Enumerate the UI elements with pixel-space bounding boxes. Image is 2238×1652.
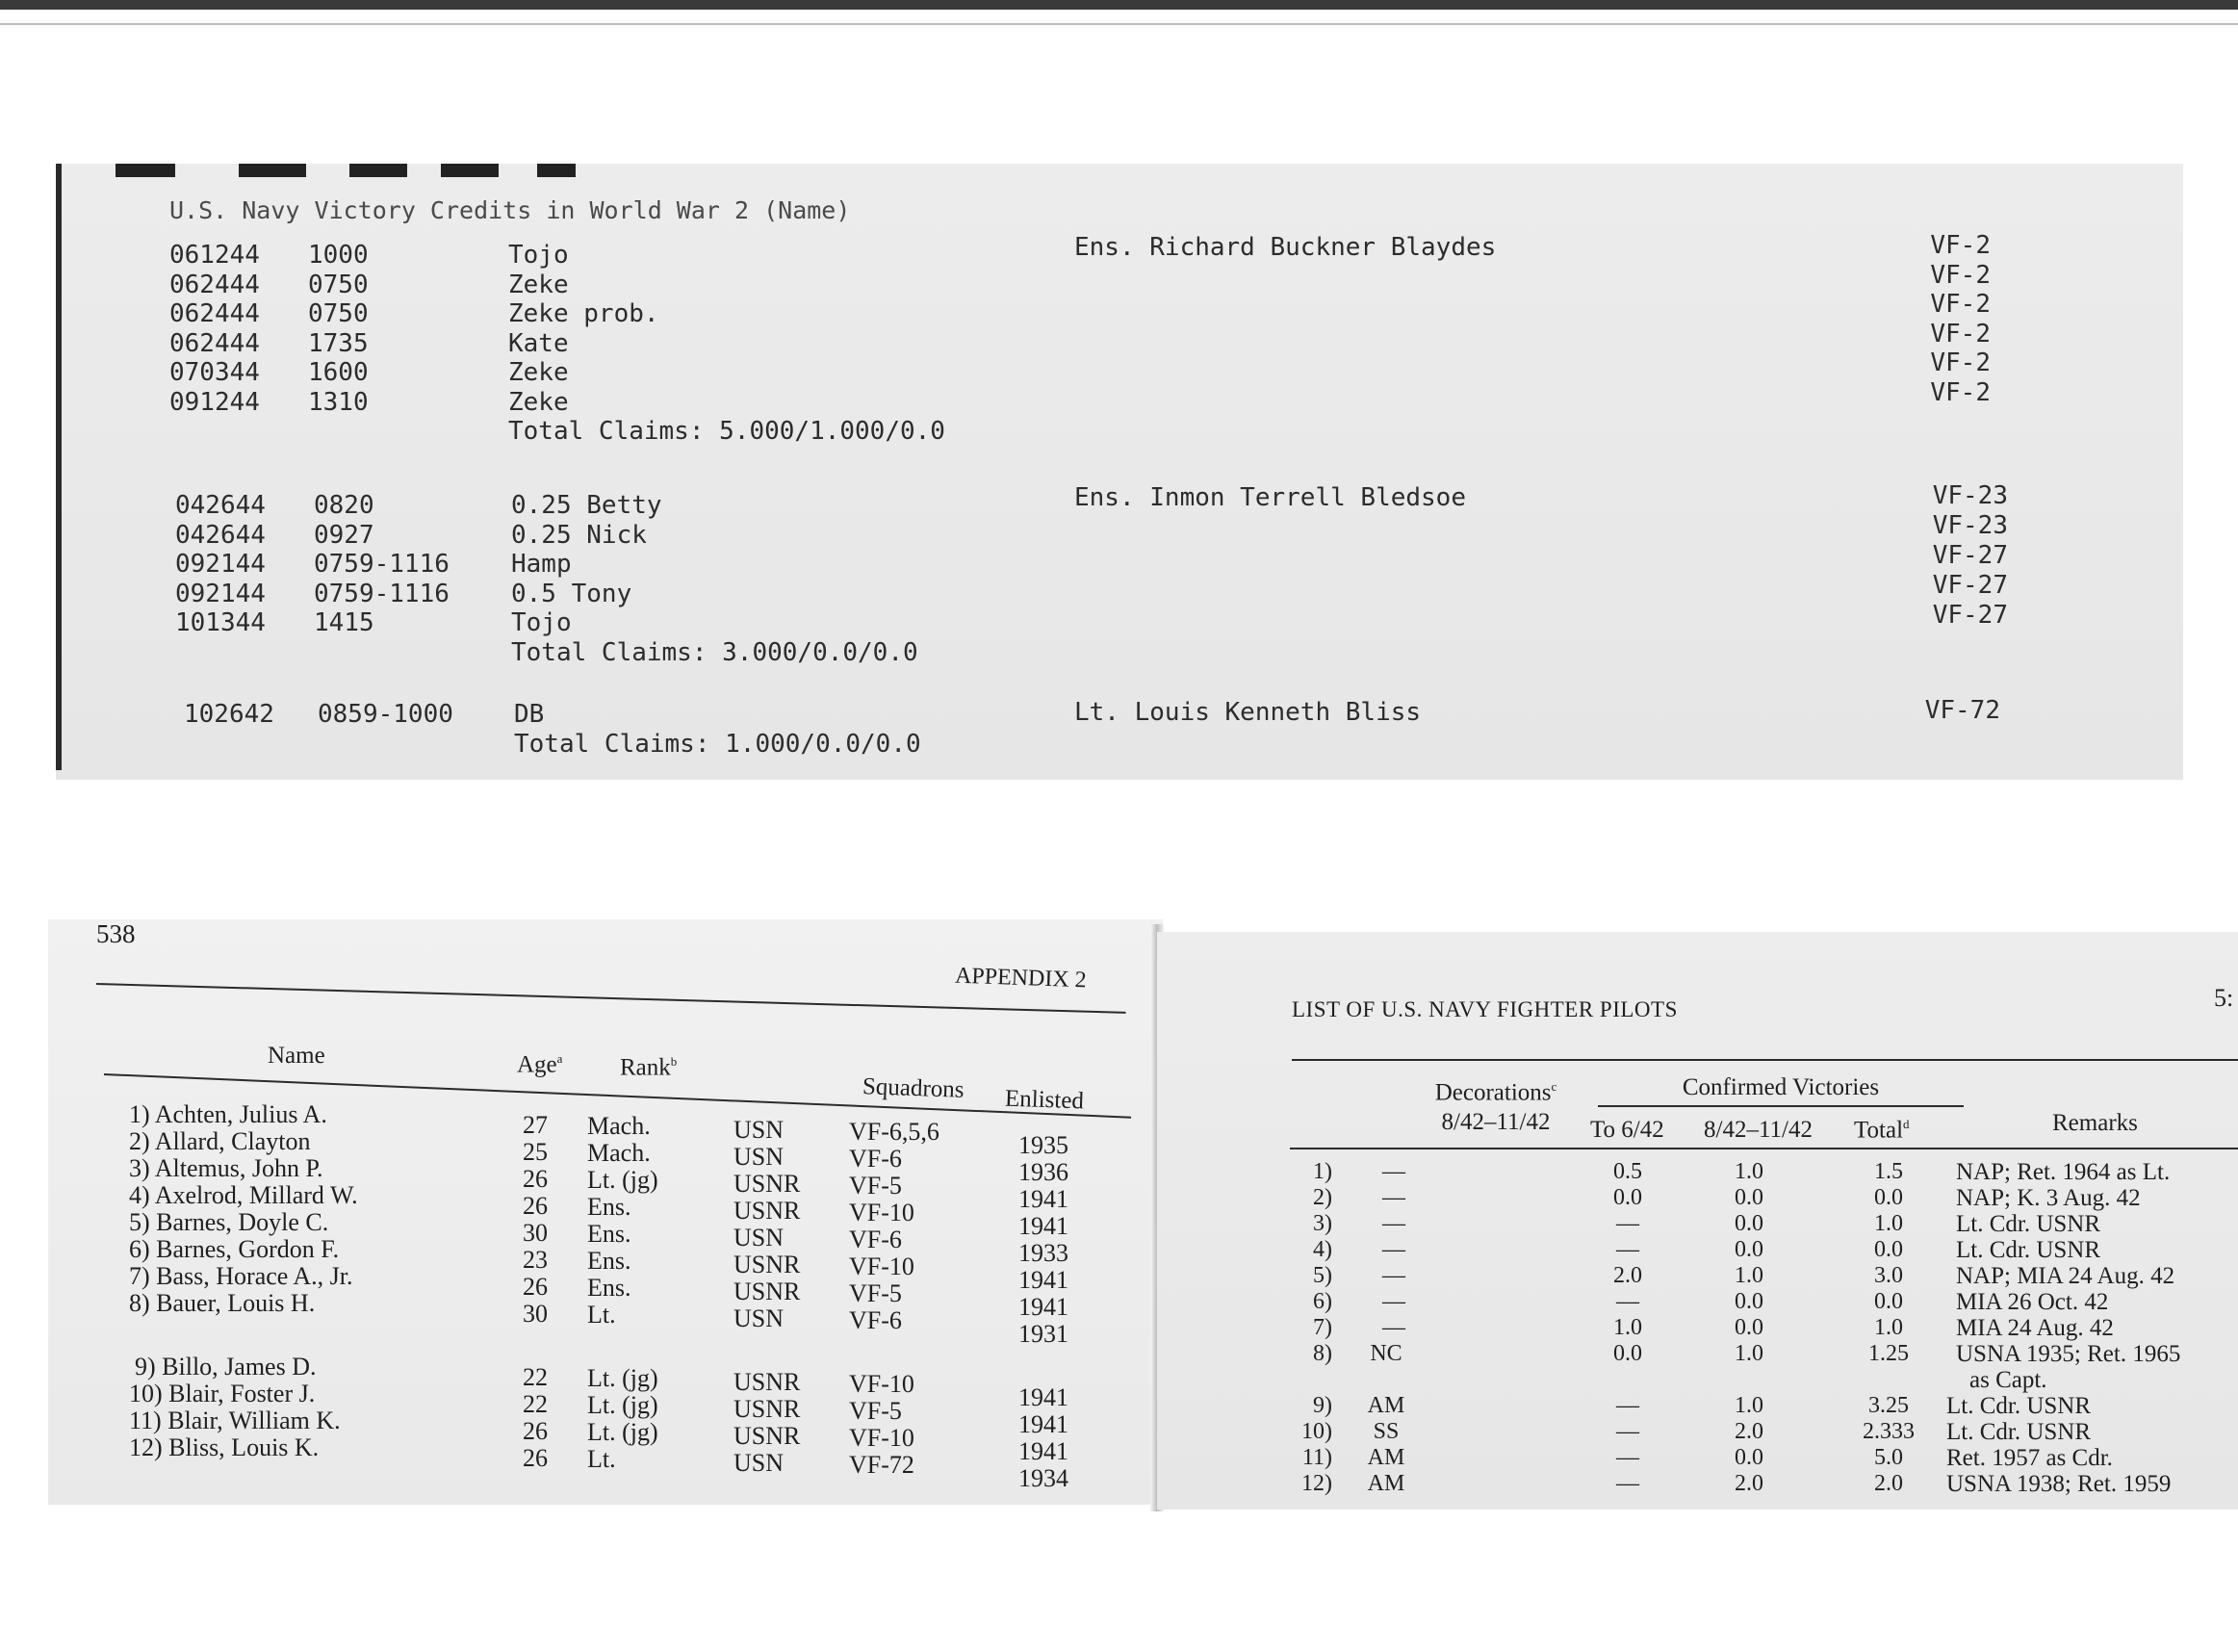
entry-squadron: VF-27 <box>1932 571 2008 600</box>
total-claims: Total Claims: 5.000/1.000/0.0 <box>508 417 945 446</box>
rank-cell: Lt. (jg) <box>587 1166 658 1194</box>
enlisted-cell: 1941 <box>1018 1266 1068 1294</box>
row-number-cell: 1) <box>1313 1159 1332 1184</box>
time-column <box>314 491 450 638</box>
enlisted-cell: 1941 <box>1018 1212 1068 1240</box>
entry-time: 0759-1116 <box>314 579 450 608</box>
range-cell: 2.0 <box>1735 1419 1763 1444</box>
total-cell: 3.0 <box>1874 1263 1903 1288</box>
age-label: Age <box>517 1051 557 1078</box>
service-cell: USNR <box>733 1170 801 1198</box>
entry-time: 0759-1116 <box>314 550 450 579</box>
to-6-42-cell: 0.0 <box>1613 1185 1642 1210</box>
entry-date: 102642 <box>184 700 274 729</box>
pilot-name-cell: 7) Bass, Horace A., Jr. <box>129 1262 353 1290</box>
total-cell: 0.0 <box>1874 1185 1903 1210</box>
col-header-name: Name <box>268 1043 325 1069</box>
confirmed-victories-rule <box>1598 1105 1964 1107</box>
entry-claim: Zeke <box>508 270 569 299</box>
service-cell: USN <box>733 1116 785 1144</box>
age-cell: 26 <box>523 1444 548 1472</box>
rank-cell: Lt. (jg) <box>587 1364 658 1392</box>
remarks-cell: NAP; Ret. 1964 as Lt. <box>1956 1159 2171 1185</box>
date-column <box>169 241 260 417</box>
claim-column <box>508 241 945 447</box>
squadrons-cell: VF-6 <box>849 1306 902 1334</box>
remarks-cell: USNA 1935; Ret. 1965 <box>1956 1341 2181 1367</box>
enlisted-cell: 1941 <box>1018 1185 1068 1213</box>
rank-cell: Lt. <box>587 1445 616 1473</box>
entry-squadron: VF-23 <box>1932 481 2008 510</box>
service-cell: USNR <box>733 1251 801 1278</box>
squadrons-cell: VF-10 <box>849 1370 914 1398</box>
age-cell: 26 <box>523 1417 548 1445</box>
service-cell: USNR <box>733 1197 801 1225</box>
pilot-name-cell: 8) Bauer, Louis H. <box>129 1289 316 1317</box>
remarks-cell: NAP; K. 3 Aug. 42 <box>1956 1185 2141 1211</box>
range-cell: 1.0 <box>1735 1393 1763 1418</box>
total-cell: 2.0 <box>1874 1471 1903 1496</box>
squadrons-cell: VF-5 <box>849 1279 902 1307</box>
col-header-decorations <box>1400 1079 1592 1106</box>
entry-squadron: VF-2 <box>1930 319 1991 348</box>
rank-cell: Ens. <box>587 1274 631 1302</box>
remarks-cell: NAP; MIA 24 Aug. 42 <box>1956 1263 2175 1289</box>
total-cell: 3.25 <box>1868 1393 1909 1418</box>
rank-cell: Ens. <box>587 1220 631 1248</box>
decorations-cell: AM <box>1367 1393 1405 1418</box>
book-page-left <box>48 919 1163 1505</box>
enlisted-cell: 1931 <box>1018 1320 1068 1348</box>
scan-top-band <box>0 0 2238 10</box>
entry-date: 062444 <box>169 270 260 299</box>
age-cell: 26 <box>523 1192 548 1220</box>
punch-mark <box>349 164 407 177</box>
rank-cell: Ens. <box>587 1247 631 1275</box>
col-header-total <box>1854 1117 1910 1144</box>
entry-date: 042644 <box>175 491 266 520</box>
total-cell: 1.0 <box>1874 1211 1903 1236</box>
age-cell: 22 <box>523 1390 548 1418</box>
col-header-remarks: Remarks <box>2052 1110 2138 1136</box>
total-claims: Total Claims: 3.000/0.0/0.0 <box>511 637 918 667</box>
enlisted-cell: 1936 <box>1018 1158 1068 1186</box>
entry-time: 0859-1000 <box>318 700 453 729</box>
row-number-cell: 6) <box>1313 1289 1332 1314</box>
range-cell: 1.0 <box>1735 1341 1763 1366</box>
entry-date: 062444 <box>169 328 260 358</box>
age-cell: 30 <box>523 1300 548 1328</box>
time-column <box>308 241 369 417</box>
to-6-42-cell: — <box>1616 1237 1639 1262</box>
range-cell: 0.0 <box>1735 1211 1763 1236</box>
enlisted-cell: 1935 <box>1018 1131 1068 1159</box>
age-cell: 26 <box>523 1165 548 1193</box>
entry-time: 0820 <box>314 491 374 520</box>
to-6-42-cell: — <box>1616 1211 1639 1236</box>
header-rule-top <box>1292 1059 2238 1061</box>
range-cell: 0.0 <box>1735 1315 1763 1340</box>
entry-claim: Hamp <box>511 550 572 579</box>
decorations-cell: — <box>1382 1237 1405 1262</box>
entry-date: 092144 <box>175 550 266 579</box>
service-cell: USN <box>733 1304 785 1332</box>
row-number-cell: 7) <box>1313 1315 1332 1340</box>
page-number: 538 <box>96 919 136 948</box>
pilot-name-cell: 10) Blair, Foster J. <box>129 1380 316 1407</box>
age-cell: 27 <box>523 1111 548 1139</box>
squadrons-cell: VF-5 <box>849 1172 902 1200</box>
entry-squadron: VF-27 <box>1932 541 2008 570</box>
total-cell: 1.5 <box>1874 1159 1903 1184</box>
entry-claim: Zeke prob. <box>508 299 659 328</box>
pilot-name-cell: 1) Achten, Julius A. <box>129 1100 327 1128</box>
age-cell: 30 <box>523 1219 548 1247</box>
date-column <box>184 700 274 730</box>
footnote-marker: d <box>1903 1117 1910 1131</box>
row-number-cell: 10) <box>1301 1419 1332 1444</box>
claim-column <box>511 491 918 667</box>
entry-squadron: VF-72 <box>1924 696 2000 725</box>
rank-cell: Lt. (jg) <box>587 1391 658 1419</box>
remarks-cell: Ret. 1957 as Cdr. <box>1946 1445 2113 1471</box>
entry-squadron: VF-2 <box>1930 231 1991 260</box>
page-number-fragment: 5: <box>2214 984 2234 1012</box>
to-6-42-cell: — <box>1616 1471 1639 1496</box>
enlisted-cell: 1941 <box>1018 1437 1068 1465</box>
entry-claim: 0.5 Tony <box>511 579 632 608</box>
claim-column <box>514 700 921 759</box>
squadrons-cell: VF-72 <box>849 1451 914 1479</box>
col-header-decorations-range: 8/42–11/42 <box>1441 1109 1551 1135</box>
decorations-cell: NC <box>1370 1341 1402 1366</box>
age-cell: 26 <box>523 1273 548 1301</box>
remarks-cell: MIA 26 Oct. 42 <box>1956 1289 2109 1315</box>
footnote-marker: a <box>556 1051 563 1066</box>
squadrons-cell: VF-6 <box>849 1226 902 1253</box>
pilot-name-cell: 4) Axelrod, Millard W. <box>129 1181 358 1209</box>
to-6-42-cell: — <box>1616 1445 1639 1470</box>
to-6-42-cell: 1.0 <box>1613 1315 1642 1340</box>
entry-date: 070344 <box>169 358 260 387</box>
entry-squadron: VF-27 <box>1932 601 2008 630</box>
range-cell: 1.0 <box>1735 1263 1763 1288</box>
pilot-name: Ens. Richard Buckner Blaydes <box>1074 233 1497 262</box>
decorations-cell: — <box>1382 1159 1405 1184</box>
range-cell: 0.0 <box>1735 1289 1763 1314</box>
entry-claim: 0.25 Nick <box>511 520 647 550</box>
enlisted-cell: 1941 <box>1018 1383 1068 1411</box>
age-cell: 22 <box>523 1363 548 1391</box>
entry-claim: 0.25 Betty <box>511 491 662 520</box>
enlisted-cell: 1933 <box>1018 1239 1068 1267</box>
range-cell: 0.0 <box>1735 1185 1763 1210</box>
decorations-cell: AM <box>1367 1445 1405 1470</box>
squadrons-cell: VF-6 <box>849 1145 902 1173</box>
squadrons-cell: VF-10 <box>849 1424 914 1452</box>
entry-date: 092144 <box>175 579 266 608</box>
total-cell: 0.0 <box>1874 1289 1903 1314</box>
col-header-squadrons: Squadrons <box>862 1073 965 1103</box>
col-header-to-6-42: To 6/42 <box>1590 1117 1664 1143</box>
entry-claim: Kate <box>508 328 569 358</box>
col-header-confirmed-victories: Confirmed Victories <box>1682 1074 1880 1100</box>
entry-squadron: VF-2 <box>1930 348 1991 377</box>
entry-squadron: VF-2 <box>1930 377 1991 407</box>
entry-time: 1735 <box>308 328 369 358</box>
service-cell: USNR <box>733 1278 801 1305</box>
enlisted-cell: 1934 <box>1018 1464 1068 1492</box>
decorations-cell: — <box>1382 1289 1405 1314</box>
rank-cell: Mach. <box>587 1139 651 1167</box>
total-cell: 5.0 <box>1874 1445 1903 1470</box>
entry-date: 062444 <box>169 299 260 328</box>
row-number-cell: 11) <box>1301 1445 1332 1470</box>
total-cell: 0.0 <box>1874 1237 1903 1262</box>
entry-squadron: VF-23 <box>1932 511 2008 540</box>
book-page-right <box>1157 932 2238 1510</box>
squadron-column <box>1892 481 2008 631</box>
rank-cell: Lt. (jg) <box>587 1418 658 1446</box>
punch-mark <box>537 164 576 177</box>
range-cell: 0.0 <box>1735 1445 1763 1470</box>
entry-date: 042644 <box>175 520 266 550</box>
to-6-42-cell: 0.0 <box>1613 1341 1642 1366</box>
pilot-name: Ens. Inmon Terrell Bledsoe <box>1074 483 1466 512</box>
pilot-name-cell: 12) Bliss, Louis K. <box>129 1433 320 1461</box>
col-header-range: 8/42–11/42 <box>1704 1117 1813 1143</box>
punch-mark <box>441 164 499 177</box>
footnote-marker: c <box>1551 1079 1557 1094</box>
pilot-name: Lt. Louis Kenneth Bliss <box>1074 698 1422 727</box>
header-rule-bottom <box>1290 1148 2238 1149</box>
total-cell: 1.0 <box>1874 1315 1903 1340</box>
enlisted-cell: 1941 <box>1018 1293 1068 1321</box>
pilot-name-cell: 3) Altemus, John P. <box>129 1154 323 1182</box>
pilot-name-cell: 11) Blair, William K. <box>129 1407 341 1434</box>
range-cell: 1.0 <box>1735 1159 1763 1184</box>
col-header-enlisted: Enlisted <box>1004 1085 1085 1115</box>
squadrons-cell: VF-10 <box>849 1199 914 1226</box>
entry-claim: Zeke <box>508 358 569 387</box>
entry-squadron: VF-2 <box>1930 260 1991 290</box>
rank-cell: Mach. <box>587 1112 651 1140</box>
remarks-cell: Lt. Cdr. USNR <box>1956 1237 2101 1263</box>
row-number-cell: 4) <box>1313 1237 1332 1262</box>
pilot-name-cell: 2) Allard, Clayton <box>129 1127 311 1155</box>
to-6-42-cell: 0.5 <box>1613 1159 1642 1184</box>
entry-date: 091244 <box>169 387 260 417</box>
entry-time: 0927 <box>314 520 374 550</box>
row-number-cell: 2) <box>1313 1185 1332 1210</box>
decorations-cell: — <box>1382 1315 1405 1340</box>
entry-claim: Zeke <box>508 387 569 417</box>
row-number-cell: 12) <box>1301 1471 1332 1496</box>
rank-cell: Lt. <box>587 1301 616 1329</box>
pilot-name-cell: 5) Barnes, Doyle C. <box>129 1208 329 1236</box>
rank-label: Rank <box>620 1054 671 1081</box>
row-number-cell: 5) <box>1313 1263 1332 1288</box>
entry-time: 0750 <box>308 270 369 299</box>
punch-mark <box>116 164 175 177</box>
total-cell: 2.333 <box>1863 1419 1915 1444</box>
decorations-cell: AM <box>1367 1471 1405 1496</box>
to-6-42-cell: — <box>1616 1393 1639 1418</box>
rank-cell: Ens. <box>587 1193 631 1221</box>
remarks-cell: MIA 24 Aug. 42 <box>1956 1315 2114 1341</box>
age-cell: 23 <box>523 1246 548 1274</box>
row-number-cell: 8) <box>1313 1341 1332 1366</box>
range-cell: 0.0 <box>1735 1237 1763 1262</box>
entry-time: 0750 <box>308 299 369 328</box>
running-head: LIST OF U.S. NAVY FIGHTER PILOTS <box>1292 997 1678 1021</box>
date-column <box>175 491 266 638</box>
squadrons-cell: VF-10 <box>849 1252 914 1280</box>
entry-time: 1310 <box>308 387 369 417</box>
entry-squadron: VF-2 <box>1930 290 1991 319</box>
pilot-name-cell: 9) Billo, James D. <box>135 1353 317 1381</box>
total-cell: 1.25 <box>1868 1341 1909 1366</box>
printout-left-edge <box>56 164 62 770</box>
age-cell: 25 <box>523 1138 548 1166</box>
punch-mark <box>239 164 306 177</box>
enlisted-cell: 1941 <box>1018 1410 1068 1438</box>
to-6-42-cell: — <box>1616 1289 1639 1314</box>
remarks-cell: Lt. Cdr. USNR <box>1946 1419 2092 1445</box>
service-cell: USNR <box>733 1395 801 1423</box>
remarks-cell: USNA 1938; Ret. 1959 <box>1946 1471 2172 1497</box>
col-header-age <box>517 1051 562 1078</box>
victory-credits-printout <box>56 164 2183 780</box>
running-head: APPENDIX 2 <box>954 963 1088 994</box>
total-claims: Total Claims: 1.000/0.0/0.0 <box>514 729 921 759</box>
printout-header: U.S. Navy Victory Credits in World War 2 (Name) <box>169 196 851 224</box>
col-header-rank <box>620 1054 677 1081</box>
service-cell: USN <box>733 1224 785 1252</box>
remarks-continuation-cell: as Capt. <box>1969 1367 2047 1393</box>
entry-date: 061244 <box>169 241 260 270</box>
decorations-label: Decorations <box>1434 1079 1552 1106</box>
pilot-name-cell: 6) Barnes, Gordon F. <box>129 1235 340 1263</box>
squadron-column <box>1885 696 2000 725</box>
service-cell: USNR <box>733 1422 801 1450</box>
range-cell: 2.0 <box>1735 1471 1763 1496</box>
squadrons-cell: VF-6,5,6 <box>849 1118 939 1146</box>
entry-time: 1600 <box>308 358 369 387</box>
remarks-cell: Lt. Cdr. USNR <box>1946 1393 2092 1419</box>
entry-time: 1000 <box>308 241 369 270</box>
scan-top-line <box>0 23 2238 25</box>
time-column <box>318 700 453 730</box>
entry-claim: DB <box>514 700 545 729</box>
squadron-column <box>1885 231 1991 407</box>
entry-time: 1415 <box>314 608 374 637</box>
decorations-cell: — <box>1382 1185 1405 1210</box>
row-number-cell: 3) <box>1313 1211 1332 1236</box>
service-cell: USN <box>733 1449 785 1477</box>
entry-claim: Tojo <box>508 241 569 270</box>
service-cell: USN <box>733 1143 785 1171</box>
decorations-cell: — <box>1382 1211 1405 1236</box>
remarks-cell: Lt. Cdr. USNR <box>1956 1211 2101 1237</box>
to-6-42-cell: — <box>1616 1419 1639 1444</box>
squadrons-cell: VF-5 <box>849 1397 902 1425</box>
to-6-42-cell: 2.0 <box>1613 1263 1642 1288</box>
service-cell: USNR <box>733 1368 801 1396</box>
total-label: Total <box>1854 1117 1904 1144</box>
row-number-cell: 9) <box>1313 1393 1332 1418</box>
entry-claim: Tojo <box>511 608 572 637</box>
entry-date: 101344 <box>175 608 266 637</box>
footnote-marker: b <box>670 1054 678 1069</box>
decorations-cell: SS <box>1373 1419 1400 1444</box>
decorations-cell: — <box>1382 1263 1405 1288</box>
